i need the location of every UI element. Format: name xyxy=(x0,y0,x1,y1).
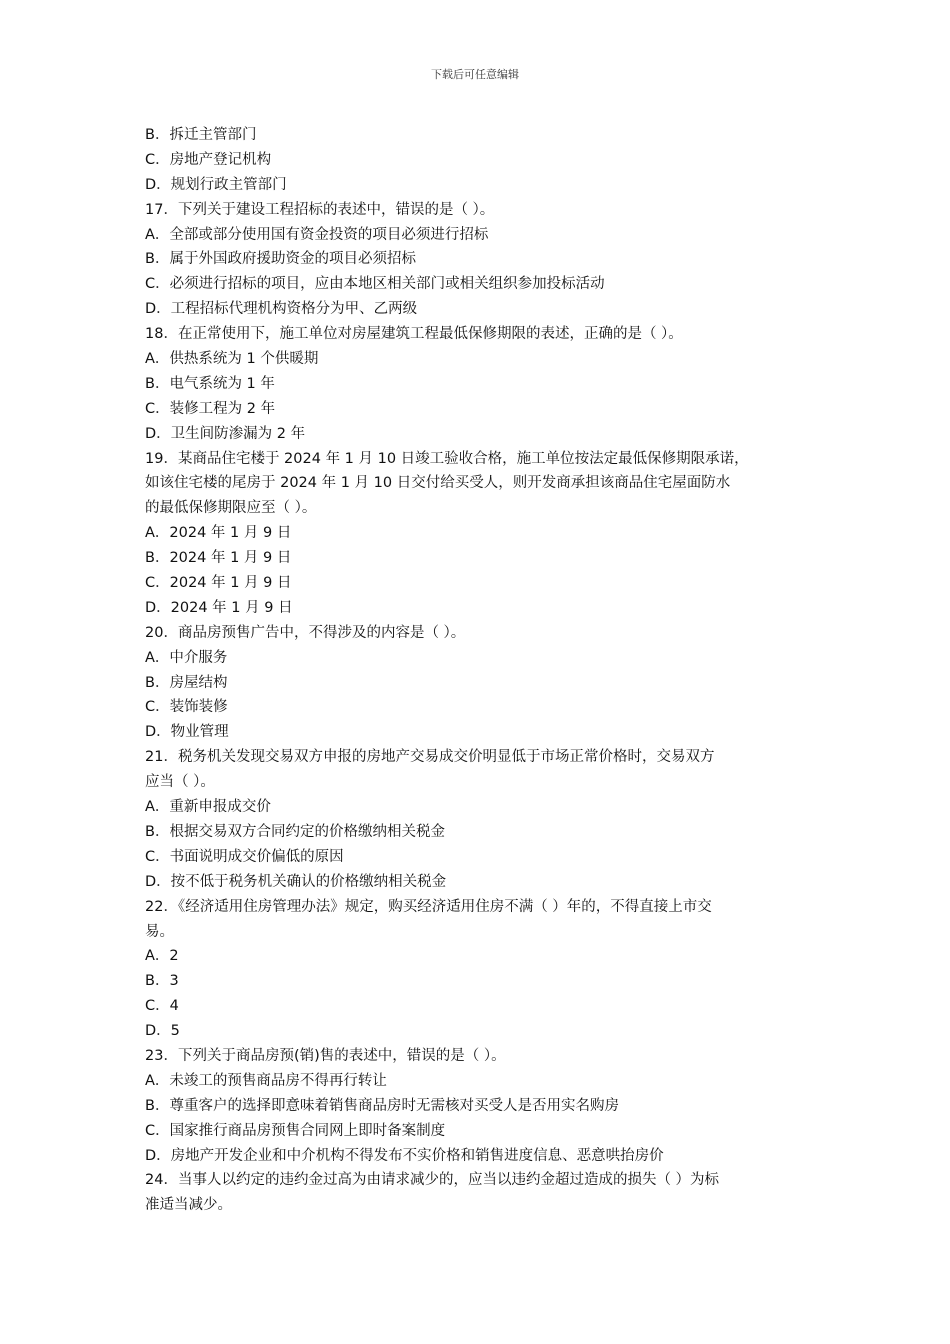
text-line: A．2024 年 1 月 9 日 xyxy=(145,525,292,542)
question-17: 17．下列关于建设工程招标的表述中，错误的是（ ）。 xyxy=(145,201,495,218)
page-header: 下载后可任意编辑 xyxy=(431,68,519,81)
text-line: D．房地产开发企业和中介机构不得发布不实价格和销售进度信息、恶意哄抬房价 xyxy=(145,1147,664,1164)
text-line: A．中介服务 xyxy=(145,649,228,666)
text-line: 如该住宅楼的尾房于 2024 年 1 月 10 日交付给买受人，则开发商承担该商品住宅屋面防水 xyxy=(145,475,731,492)
question-24: 24．当事人以约定的违约金过高为由请求减少的，应当以违约金超过造成的损失（ ）为标 xyxy=(145,1172,720,1189)
text-line: 的最低保修期限应至（ ）。 xyxy=(145,500,317,517)
question-18: 18．在正常使用下，施工单位对房屋建筑工程最低保修期限的表述，正确的是（ ）。 xyxy=(145,326,683,343)
text-line: A．供热系统为 1 个供暖期 xyxy=(145,351,319,368)
question-22: 22．《经济适用住房管理办法》规定，购买经济适用住房不满（ ）年的，不得直接上市交 xyxy=(145,898,712,915)
text-line: A．重新申报成交价 xyxy=(145,799,271,816)
text-line: B．拆迁主管部门 xyxy=(145,127,257,143)
text-line: 易。 xyxy=(145,923,174,940)
text-line: D．卫生间防渗漏为 2 年 xyxy=(145,425,306,442)
text-line: B．房屋结构 xyxy=(145,674,228,691)
text-line: C．必须进行招标的项目，应由本地区相关部门或相关组织参加投标活动 xyxy=(145,276,605,293)
text-line: D．5 xyxy=(145,1023,180,1040)
text-line: C．4 xyxy=(145,998,179,1015)
text-line: D．规划行政主管部门 xyxy=(145,176,287,193)
text-line: D．物业管理 xyxy=(145,724,229,741)
text-line: C．国家推行商品房预售合同网上即时备案制度 xyxy=(145,1122,446,1139)
text-line: D．按不低于税务机关确认的价格缴纳相关税金 xyxy=(145,873,447,890)
text-line: B．属于外国政府援助资金的项目必须招标 xyxy=(145,251,416,268)
text-line: 应当（ ）。 xyxy=(145,774,215,791)
text-line: B．3 xyxy=(145,973,179,990)
text-line: C．装修工程为 2 年 xyxy=(145,400,276,417)
text-line: B．根据交易双方合同约定的价格缴纳相关税金 xyxy=(145,823,445,840)
text-line: D．2024 年 1 月 9 日 xyxy=(145,599,293,616)
question-19: 19．某商品住宅楼于 2024 年 1 月 10 日竣工验收合格，施工单位按法定最低保修期限承诺， xyxy=(145,450,749,467)
text-line: B．2024 年 1 月 9 日 xyxy=(145,550,292,567)
text-line: A．2 xyxy=(145,948,179,965)
question-23: 23．下列关于商品房预(销)售的表述中，错误的是（ ）。 xyxy=(145,1047,506,1064)
text-line: C．房地产登记机构 xyxy=(145,151,272,168)
text-line: 准适当减少。 xyxy=(145,1197,232,1214)
text-line: B．电气系统为 1 年 xyxy=(145,375,275,392)
question-20: 20．商品房预售广告中，不得涉及的内容是（ ）。 xyxy=(145,624,466,641)
text-line: B．尊重客户的选择即意味着销售商品房时无需核对买受人是否用实名购房 xyxy=(145,1097,619,1114)
question-21: 21．税务机关发现交易双方申报的房地产交易成交价明显低于市场正常价格时，交易双方 xyxy=(145,749,715,766)
text-line: A．未竣工的预售商品房不得再行转让 xyxy=(145,1072,387,1089)
text-line: C．装饰装修 xyxy=(145,699,228,716)
document-body xyxy=(145,123,817,1218)
text-line: C．2024 年 1 月 9 日 xyxy=(145,575,292,592)
text-line: D．工程招标代理机构资格分为甲、乙两级 xyxy=(145,301,418,318)
text-line: C．书面说明成交价偏低的原因 xyxy=(145,848,344,865)
text-line: A．全部或部分使用国有资金投资的项目必须进行招标 xyxy=(145,226,489,243)
